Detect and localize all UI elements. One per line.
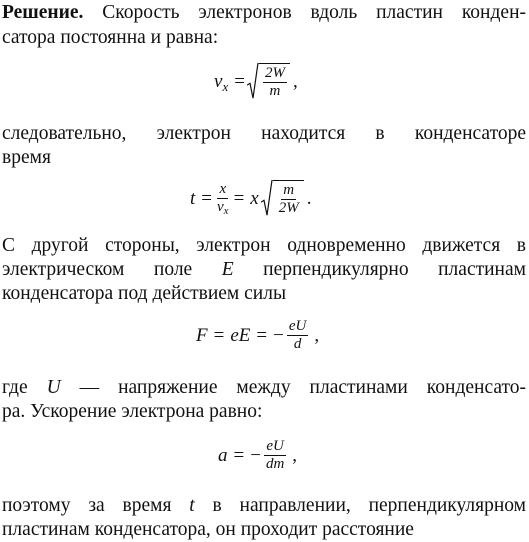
formula-vx	[214, 63, 298, 100]
fraction	[264, 438, 286, 473]
formula-punctuation: ,	[292, 70, 298, 92]
formula-symbol: a	[218, 444, 228, 466]
formula-operator: =	[234, 70, 245, 92]
text-line: следовательно, электрон находится в конденсаторе	[2, 123, 526, 144]
text-line: время	[2, 147, 51, 168]
text-segment: электрическом поле	[2, 259, 193, 280]
formula-force	[196, 318, 319, 353]
formula-punctuation: .	[306, 187, 312, 209]
fraction-denominator: 2W	[278, 200, 299, 216]
variable: t	[189, 495, 195, 516]
text-line	[2, 1, 526, 25]
text-segment: поэтому за время	[2, 495, 172, 516]
formula-t	[190, 180, 311, 217]
formula-subscript: x	[222, 78, 229, 94]
formula-punctuation: ,	[314, 324, 320, 346]
formula-punctuation: ,	[292, 444, 298, 466]
square-root	[247, 63, 290, 100]
text-segment: Скорость электронов вдоль пластин конден-	[83, 2, 526, 23]
fraction-numerator: x	[219, 180, 227, 197]
formula-operator: =	[256, 324, 268, 346]
formula-symbol: t	[190, 187, 196, 209]
formula-term: eE	[230, 324, 251, 346]
fraction-denominator: $v_x$	[217, 198, 229, 217]
formula-operator: =	[213, 324, 225, 346]
radical-sign	[247, 63, 259, 100]
fraction-denominator: dm	[265, 456, 285, 472]
solution-heading: Решение.	[2, 2, 84, 23]
formula-acceleration	[218, 438, 297, 473]
text-segment: где	[2, 377, 28, 398]
formula-symbol: F	[196, 324, 208, 346]
square-root	[261, 180, 304, 217]
fraction	[277, 182, 301, 217]
fraction-numerator: eU	[288, 318, 307, 334]
text-line: сатора постоянна и равна:	[2, 27, 219, 48]
variable: E	[221, 259, 234, 280]
text-line: ра. Ускорение электрона равно:	[2, 401, 263, 422]
text-line	[2, 376, 526, 400]
text-segment: — напряжение между пластинами конденсато-	[79, 377, 527, 398]
fraction-numerator: m	[283, 182, 295, 198]
formula-operator: =	[201, 187, 212, 209]
text-segment: в направлении, перпендикулярном	[212, 495, 526, 516]
text-segment: перпендикулярно пластинам	[263, 259, 526, 280]
fraction	[263, 65, 287, 100]
radical-sign	[261, 180, 273, 217]
formula-operator: =	[233, 444, 245, 466]
text-line: С другой стороны, электрон одновременно движется в	[2, 235, 526, 256]
fraction-denominator: d	[293, 336, 302, 352]
formula-operator: =	[233, 187, 245, 209]
formula-symbol: v	[214, 70, 223, 92]
fraction-denominator: m	[269, 83, 281, 99]
fraction	[215, 181, 231, 217]
text-line	[2, 494, 526, 518]
text-line	[2, 258, 526, 282]
formula-operator: −	[273, 324, 284, 346]
fraction-numerator: eU	[266, 438, 284, 454]
fraction-numerator: 2W	[264, 65, 285, 81]
formula-operator: −	[250, 444, 261, 466]
variable: U	[46, 377, 61, 398]
fraction	[287, 318, 309, 353]
text-line: конденсатора под действием силы	[2, 283, 287, 304]
formula-symbol: x	[250, 187, 259, 209]
text-line: пластинам конденсатора, он проходит расстояние	[2, 519, 414, 540]
